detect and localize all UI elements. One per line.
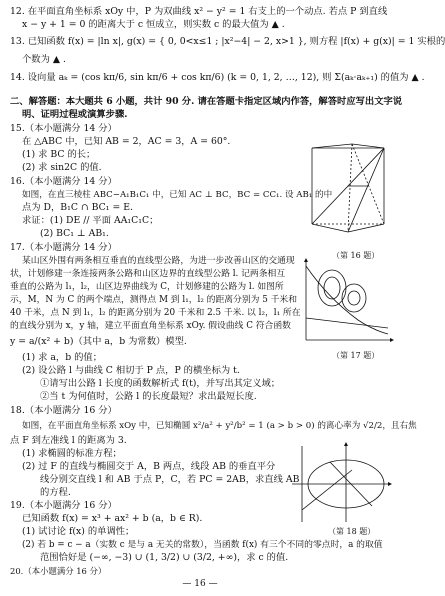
problem-15-part1: (1) 求 BC 的长；	[22, 149, 96, 160]
problem-17-line-a: 某山区外围有两条相互垂直的直线型公路，为进一步改善山区的交通现	[22, 256, 295, 266]
problem-17-line-e: 40 千米，点 N 到 l₁，l₂ 的距离分别为 20 千米和 2.5 千米. 以 l₂，l₁ 所在	[10, 308, 301, 318]
figure-18-ellipse	[290, 440, 394, 524]
figure-16-prism	[302, 140, 394, 248]
problem-12-line1: 12. 在平面直角坐标系 xOy 中，P 为双曲线 x² − y² = 1 右支上的一个动点. 若点 P 到直线	[10, 6, 388, 17]
problem-19-part2: (2) 若 b = c − a（实数 c 是与 a 无关的常数），当函数 f(x) 有三个不同的零点时，a 的取值	[22, 540, 383, 550]
problem-18-stem-cont: 点 F 到左准线 l 的距离为 3.	[10, 435, 127, 446]
problem-18-part2-cont: 线分别交直线 l 和 AB 于点 P，C，若 PC = 2AB，求直线 AB	[40, 474, 300, 485]
problem-15-stem: 在 △ABC 中，已知 AB = 2，AC = 3，A = 60°.	[22, 136, 231, 147]
problem-17-line-b: 状，计划修建一条连接两条公路和山区边界的直线型公路 l. 记两条相互	[10, 269, 286, 279]
problem-17-line-f: 的直线分别为 x，y 轴，建立平面直角坐标系 xOy. 假设曲线 C 符合函数	[10, 321, 291, 331]
problem-17-title: 17.（本小题满分 14 分）	[10, 242, 117, 253]
page-number: — 16 —	[182, 579, 218, 589]
problem-16-stem: 如图，在直三棱柱 ABC−A₁B₁C₁ 中，已知 AC ⊥ BC，BC = CC₁. 设 AB₁ 的中	[22, 190, 333, 200]
problem-18-part2-end: 的方程.	[40, 487, 71, 498]
problem-15-part2: (2) 求 sin2C 的值.	[22, 162, 102, 173]
problem-16-title: 16.（本小题满分 14 分）	[10, 176, 117, 187]
problem-19-title: 19.（本小题满分 16 分）	[10, 500, 117, 511]
problem-18-part1: (1) 求椭圆的标准方程；	[22, 448, 122, 459]
problem-15-title: 15.（本小题满分 14 分）	[10, 123, 117, 134]
problem-19-part2-cont: 范围恰好是 (−∞, −3) ∪ (1, 3/2) ∪ (3/2, +∞)，求 c 的值.	[40, 552, 289, 563]
problem-17-part1: (1) 求 a，b 的值；	[22, 352, 103, 363]
problem-18-title: 18.（本小题满分 16 分）	[10, 405, 117, 416]
problem-17-model: y = a/(x² + b)（其中 a，b 为常数）模型.	[10, 336, 187, 347]
problem-18-part2: (2) 过 F 的直线与椭圆交于 A，B 两点，线段 AB 的垂直平分	[22, 461, 276, 472]
problem-13-line2: 个数为 ▲ .	[22, 54, 66, 65]
problem-19-stem: 已知函数 f(x) = x³ + ax² + b (a，b ∈ R).	[22, 513, 203, 524]
problem-13-line1: 13. 已知函数 f(x) = |ln x|, g(x) = { 0, 0<x≤1 ; |x²−4| − 2, x>1 }, 则方程 |f(x) + g(x)| = 1 实根的	[10, 36, 445, 47]
problem-17-part2: (2) 设公路 l 与曲线 C 相切于 P 点，P 的横坐标为 t.	[22, 365, 240, 376]
section-2-heading: 二、解答题：本大题共 6 小题，共计 90 分. 请在答题卡指定区域内作答，解答时应写出文字说	[10, 96, 403, 107]
problem-20-title: 20.（本小题满分 16 分）	[10, 566, 107, 576]
figure-17-contour	[298, 258, 394, 348]
problem-17-part2-ii: ②当 t 为何值时，公路 l 的长度最短？求出最短长度.	[40, 391, 257, 402]
problem-17-line-c: 垂直的公路为 l₁，l₂，山区边界曲线为 C，计划修建的公路为 l. 如图所	[10, 282, 284, 292]
problem-18-stem: 如图，在平面直角坐标系 xOy 中，已知椭圆 x²/a² + y²/b² = 1 (a > b > 0) 的离心率为 √2/2，且右焦	[22, 421, 417, 431]
figure-17-caption: （第 17 题）	[332, 351, 380, 360]
problem-17-part2-i: ①请写出公路 l 长度的函数解析式 f(t)，并写出其定义域；	[40, 378, 281, 389]
section-2-heading-cont: 明、证明过程或演算步骤.	[22, 109, 128, 120]
problem-14: 14. 设向量 aₖ = (cos kπ/6, sin kπ/6 + cos kπ/6) (k = 0, 1, 2, …, 12), 则 Σ(aₖ·aₖ₊₁) 的值为 ▲ .	[10, 72, 425, 83]
figure-16-caption: （第 16 题）	[332, 251, 380, 260]
problem-16-stem-cont: 点为 D，B₁C ∩ BC₁ = E.	[22, 202, 133, 213]
problem-12-line2: x − y + 1 = 0 的距离大于 c 恒成立，则实数 c 的最大值为 ▲ .	[22, 19, 285, 30]
figure-18-caption: （第 18 题）	[328, 527, 376, 536]
problem-16-part1: 求证：(1) DE // 平面 AA₁C₁C；	[22, 215, 159, 226]
problem-19-part1: (1) 试讨论 f(x) 的单调性；	[22, 526, 135, 537]
problem-16-part2: (2) BC₁ ⊥ AB₁.	[40, 228, 109, 239]
problem-17-line-d: 示，M，N 为 C 的两个端点，测得点 M 到 l₁，l₂ 的距离分别为 5 千米和	[10, 295, 298, 305]
